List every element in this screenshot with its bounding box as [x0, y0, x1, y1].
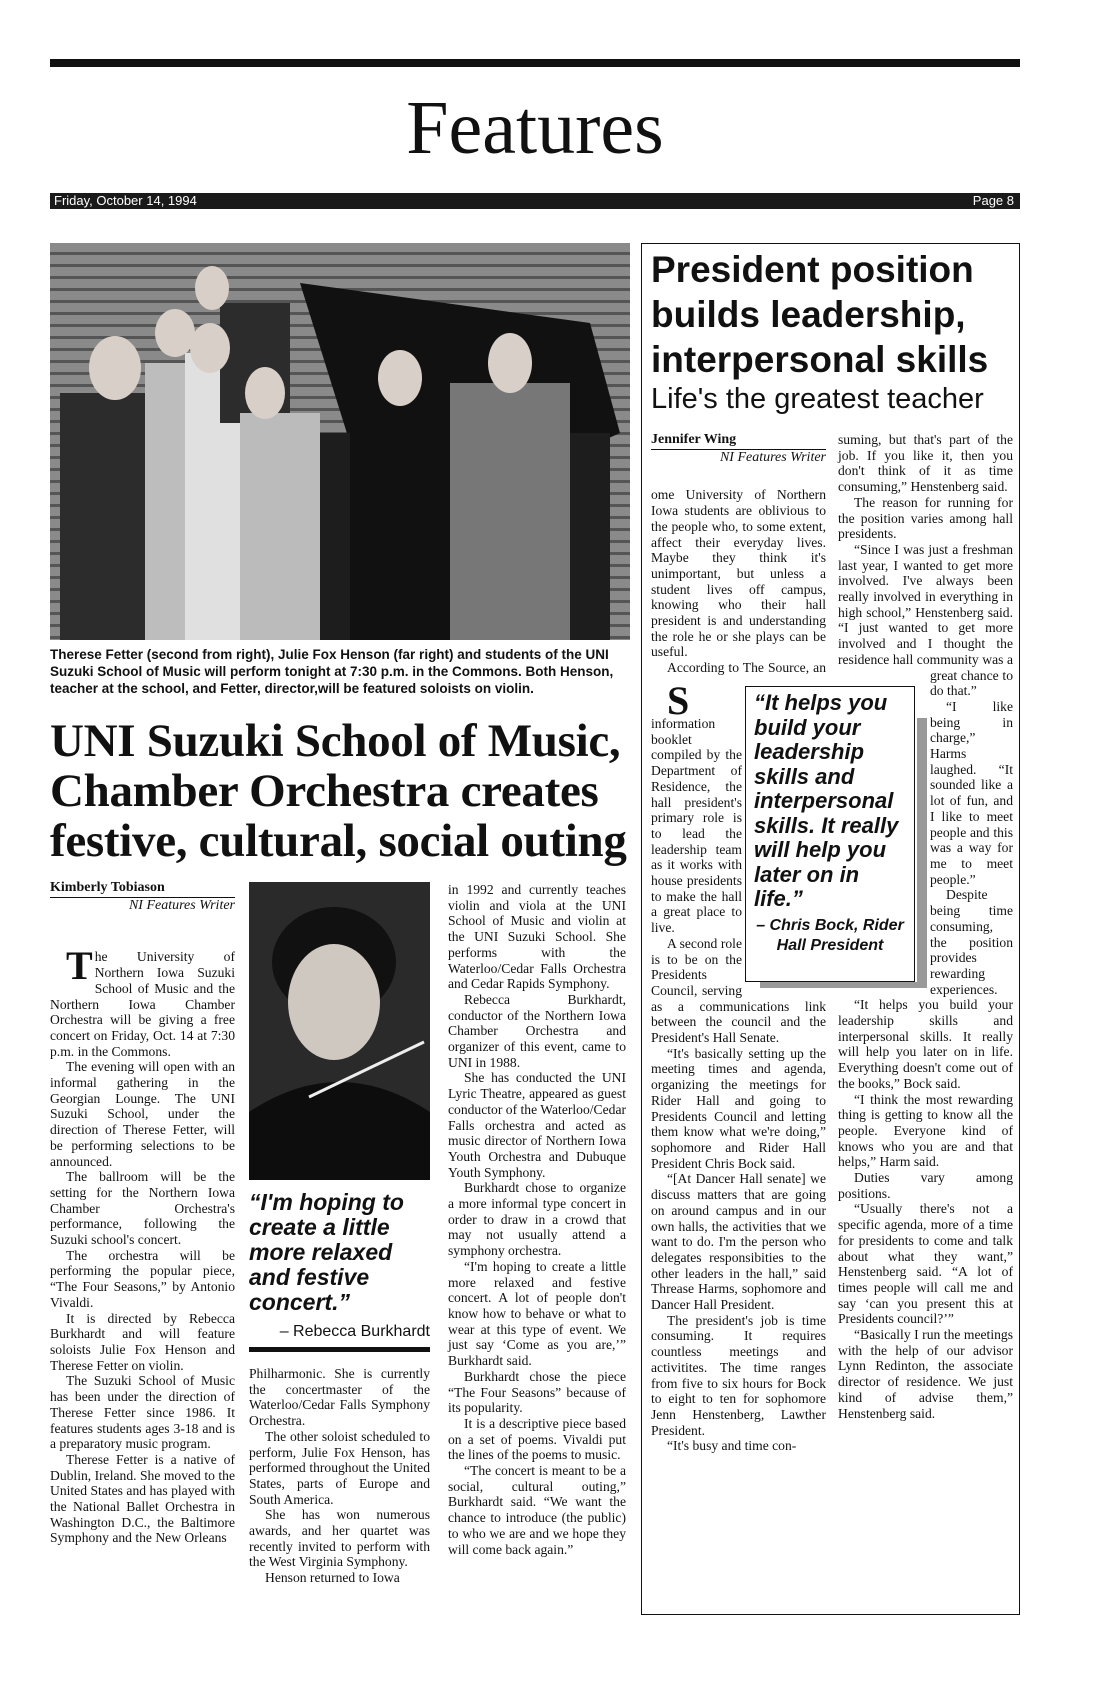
paragraph: “Since I was just a freshman last year, I wanted to get more involved. I've always been really involved in everything in high school,” Henstenberg said. “I just wanted to get more involved and I thought the residence hall community was a great chance to do that.” — [838, 541, 1013, 699]
pull-quote-text: “I'm hoping to create a little more relaxed and festive concert.” — [249, 1189, 404, 1315]
paragraph: “Basically I run the meetings with the help of our advisor Lynn Redinton, the associate director of residence. We just kind of advise them,” Henstenberg said. — [838, 1327, 1013, 1421]
story2-subhead: Life's the greatest teacher — [651, 383, 984, 415]
paragraph: It is a descriptive piece based on a set of poems. Vivaldi put the lines of the poems to music. — [448, 1415, 626, 1463]
paragraph: A second role is to be on the Presidents Council, serving as a communications link between the council and the President's Hall Senate. — [651, 935, 826, 1046]
story1-writer-role: NI Features Writer — [128, 897, 235, 913]
paragraph: She has won numerous awards, and her quartet was recently invited to perform with the West Virginia Symphony. — [249, 1507, 430, 1570]
paragraph: “It helps you build your leadership skills and interpersonal skills. It really will help you later on in life. Everything doesn't come out of the books,” Bock said. — [838, 997, 1013, 1091]
paragraph: “The concert is meant to be a social, cultural outing,” Burkhardt said. “We want the chance to introduce (the public) to who we are and we hope they will come back again.” — [448, 1463, 626, 1557]
story2-headline: President position builds leadership, interpersonal skills — [651, 249, 989, 380]
pull-quote-burkhardt — [249, 1190, 430, 1352]
paragraph: ome University of Northern Iowa students are oblivious to the people who, to some extent, affect their everyday lives. Maybe they think it's unimportant, but unless a student lives off campus, knowing who their hall president is and understanding the role he or she plays can be useful. — [651, 487, 826, 660]
paragraph-list — [50, 943, 235, 1546]
date-bar — [50, 193, 1020, 209]
paragraph: Therese Fetter is a native of Dublin, Ireland. She moved to the United States and has played with the National Ballet Orchestra in Washington D.C., the Baltimore Symphony and the New Orleans — [50, 1451, 235, 1546]
paragraph: She has conducted the UNI Lyric Theatre, appeared as guest conductor of the Waterloo/Cedar Falls orchestra and acted as music director of Northern Iowa Youth Orchestra and Dubuque Youth Symphony. — [448, 1070, 626, 1180]
paragraph: Despite being time consuming, the position provides rewarding experiences. — [930, 887, 1013, 997]
paragraph: Philharmonic. She is currently the concertmaster of the Waterloo/Cedar Falls Symphony Orchestra. — [249, 1366, 430, 1429]
story2-byline: Jennifer Wing — [651, 432, 826, 450]
paragraph: The evening will open with an informal gathering in the Georgian Lounge. The UNI Suzuki School, under the direction of Therese Fetter, will be performing selections to be announced. — [50, 1059, 235, 1169]
story1-headline: UNI Suzuki School of Music, Chamber Orchestra creates festive, cultural, social outing — [50, 715, 627, 867]
paragraph: Henson returned to Iowa — [265, 1570, 400, 1586]
paragraph: Burkhardt chose the piece “The Four Seasons” because of its popularity. — [448, 1368, 626, 1416]
story1-column-2 — [249, 1366, 430, 1586]
story1-column-3 — [448, 882, 626, 1557]
paragraph: It is directed by Rebecca Burkhardt and will feature soloists Julie Fox Henson and Therese Fetter on violin. — [50, 1310, 235, 1373]
group-photo — [50, 243, 630, 640]
drop-cap: S — [667, 678, 690, 723]
paragraph-list — [249, 1366, 430, 1586]
paragraph-list — [448, 882, 626, 1557]
story2-writer-role: NI Features Writer — [719, 449, 826, 465]
top-rule — [50, 59, 1020, 67]
paragraph: The president's job is time consuming. It requires countless meetings and activitites. The time ranges from five to six hours for Bock to eight to ten for sophomore Jenn Henstenberg, Lawther President. — [651, 1312, 826, 1438]
paragraph: “Usually there's not a specific agenda, more of a time for presidents to come and talk about what they want,” Henstenberg said. “A lot of times people will call me and say ‘can you present this at Presidents council?’” — [838, 1201, 1013, 1327]
paragraph: “I like being in charge,” Harms laughed. “It sounded like a lot of fun, and I like to meet people and this was a way for me to meet people.” — [930, 698, 1013, 887]
paragraph: “[At Dancer Hall senate] we discuss matters that are going on around campus and in our own halls, the activities that we want to do. I'm the person who delegates responsibities to the other leaders in the hall,” said Threase Harms, sophomore and Dancer Hall President. — [651, 1171, 826, 1313]
paragraph: he University of Northern Iowa Suzuki School of Music and the Northern Iowa Chamber Orchestra will be giving a free concert on Friday, Oct. 14 at 7:30 p.m. in the Commons. — [50, 949, 235, 1059]
paragraph: The ballroom will be the setting for the Northern Iowa Chamber Orchestra's performance, following the Suzuki school's concert. — [50, 1169, 235, 1248]
paragraph: “I'm hoping to create a little more relaxed and festive concert. A lot of people don't know how to behave or what to wear at this type of event. We just say ‘Come as you are,’” Burkhardt said. — [448, 1258, 626, 1369]
pull-quote-bock — [745, 686, 915, 982]
story1-column-1 — [50, 880, 235, 1546]
paragraph: According to The Source, an information booklet compiled by the Department of Residence, the hall president's primary role is to lead the leadership team as it works with house presidents to make the hall a great place to live. — [651, 660, 826, 936]
section-title: Features — [406, 86, 664, 170]
pull-quote-shadow — [760, 982, 927, 988]
issue-date: Friday, October 14, 1994 — [54, 193, 197, 208]
paragraph: Duties vary among positions. — [838, 1170, 1013, 1201]
paragraph: in 1992 and currently teaches violin and viola at the UNI School of Music and violin at the UNI Suzuki School. She performs with the Waterloo/Cedar Falls Orchestra and Cedar Rapids Symphony. — [448, 882, 626, 992]
paragraph: “It's basically setting up the meeting times and agenda, organizing the meetings for Rider Hall and going to Presidents Council and letting them know what we're doing,” sophomore and Rider Hall President Chris Bock said. — [651, 1045, 826, 1171]
paragraph: The Suzuki School of Music has been under the direction of Therese Fetter since 1986. It features students ages 3-18 and is a preparatory music program. — [50, 1373, 235, 1452]
paragraph: The reason for running for the position varies among hall presidents. — [838, 494, 1013, 542]
paragraph: suming, but that's part of the job. If you like it, then you don't think of it as time consuming,” Henstenberg said. — [838, 432, 1013, 495]
paragraph: “It's busy and time con- — [667, 1438, 797, 1454]
photo-caption: Therese Fetter (second from right), Julie Fox Henson (far right) and students of the UNI Suzuki School of Music will perform tonight at 7:30 p.m. in the Commons. Both Henson, teacher at the school, and Fetter, director,will be featured soloists on violin. — [50, 647, 614, 696]
drop-cap: T — [66, 943, 93, 989]
pull-quote-attribution: – Chris Bock, Rider Hall President — [756, 916, 904, 954]
paragraph: The orchestra will be performing the popular piece, “The Four Seasons,” by Antonio Vivaldi. — [50, 1247, 235, 1310]
pull-quote-shadow — [917, 718, 927, 988]
paragraph: Rebecca Burkhardt, conductor of the Northern Iowa Chamber Orchestra and organizer of this event, came to UNI in 1988. — [448, 991, 626, 1070]
pull-quote-attribution: – Rebecca Burkhardt — [279, 1323, 430, 1340]
paragraph: Burkhardt chose to organize a more informal type concert in order to draw in a crowd that may not usually attend a symphony orchestra. — [448, 1180, 626, 1259]
page-number: Page 8 — [972, 193, 1014, 208]
story1-byline: Kimberly Tobiason — [50, 880, 235, 898]
paragraph: “I think the most rewarding thing is getting to know all the people. Everyone kind of knows who you are and that helps,” Harm said. — [838, 1091, 1013, 1170]
pull-quote-text: “It helps you build your leadership skills and interpersonal skills. It really will help you later on in life.” — [754, 690, 899, 911]
paragraph: The other soloist scheduled to perform, Julie Fox Henson, has performed throughout the United States, parts of Europe and South America. — [249, 1428, 430, 1507]
burkhardt-portrait — [249, 882, 430, 1180]
